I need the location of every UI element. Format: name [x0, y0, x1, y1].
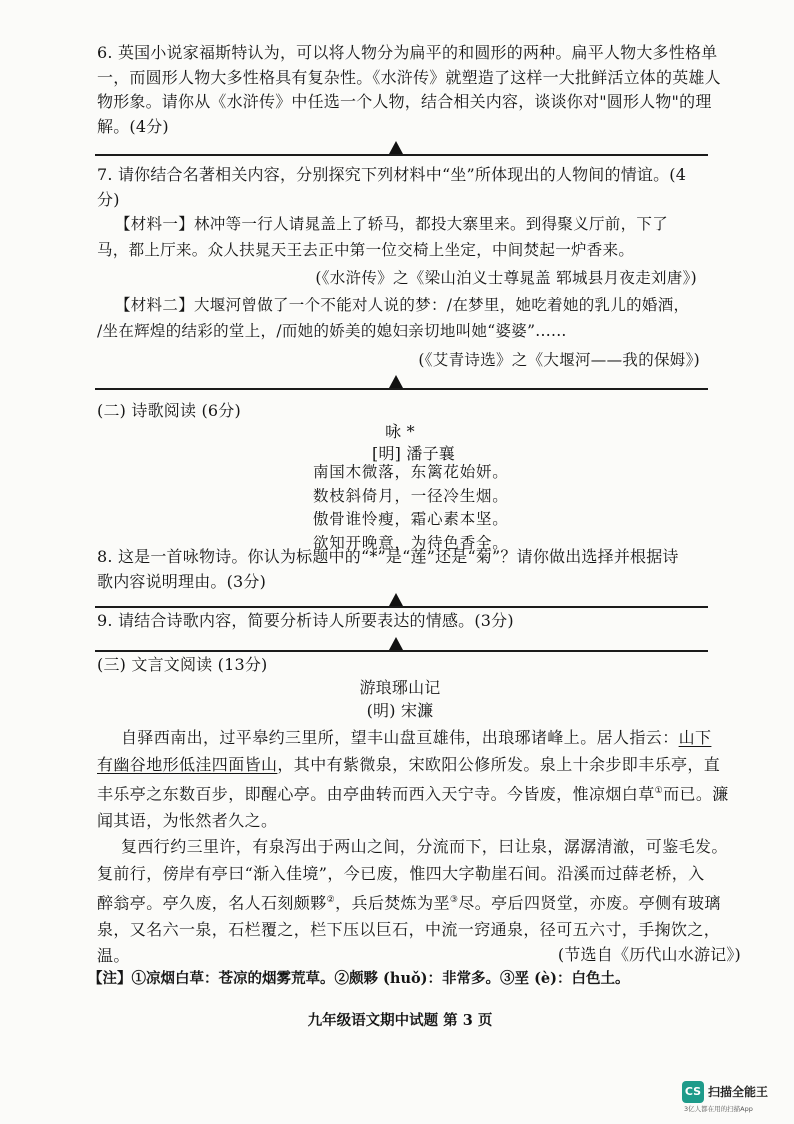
classical-author: (明) 宋濂: [366, 701, 434, 720]
poem-line: 傲骨谁怜瘦，霜心素本坚。: [313, 510, 509, 528]
material-1-line: 【材料一】林冲等一行人请晁盖上了轿马，都投大寨里来。到得聚义厅前，下了: [115, 215, 669, 233]
q7-line: 7. 请你结合名著相关内容，分别探究下列材料中“坐”所体现出的人物间的情谊。(4: [97, 165, 687, 184]
q8-line: 歌内容说明理由。(3分): [97, 571, 267, 591]
answer-line: [95, 154, 708, 156]
classical-title: 游琅琊山记: [359, 678, 441, 697]
page-footer: 九年级语文期中试题 第 3 页: [307, 1012, 493, 1029]
classical-text: 而已。濂: [663, 784, 729, 804]
classical-notes: 【注】①凉烟白草：苍凉的烟雾荒草。②颇夥 (huǒ)：非常多。③垩 (è)：白色土。: [88, 970, 630, 987]
watermark-brand: 扫描全能王: [708, 1085, 769, 1099]
underlined-text: 有幽谷地形低洼四面皆山: [97, 754, 278, 774]
classical-text: ，兵后焚炼为垩: [335, 893, 450, 913]
material-2-source: (《艾青诗选》之《大堰河——我的保姆》): [418, 351, 700, 369]
q6-line: 一，而圆形人物大多性格具有复杂性。《水浒传》就塑造了这样一大批鲜活立体的英雄人: [97, 67, 721, 87]
classical-text: ，其中有紫微泉，宋欧阳公修所发。泉上十余步即丰乐亭，直: [277, 754, 721, 774]
underlined-text: 山下: [678, 728, 712, 747]
classical-text: 醉翁亭。亭久废，名人石刻颇夥: [97, 893, 327, 913]
material-1: [97, 211, 767, 263]
classical-line: [97, 778, 757, 808]
answer-marker-icon: [389, 637, 403, 650]
question-7: [97, 163, 757, 212]
answer-line: [95, 606, 708, 608]
poem-line: 南国木微落，东篱花始妍。: [313, 463, 509, 481]
poem-title: 咏 *: [385, 422, 415, 441]
question-9: 9. 请结合诗歌内容，简要分析诗人所要表达的情感。(3分): [97, 611, 514, 630]
poem-line: 数枝斜倚月，一径冷生烟。: [313, 486, 509, 505]
q6-line: 物形象。请你从《水浒传》中任选一个人物，结合相关内容，谈谈你对"圆形人物"的理: [97, 92, 712, 111]
classical-section-title: (三) 文言文阅读 (13分): [97, 655, 268, 674]
material-2-line: 【材料二】大堰河曾做了一个不能对人说的梦：/在梦里，她吃着她的乳儿的婚酒，: [115, 296, 690, 314]
classical-line: [97, 887, 757, 917]
material-1-line: 马，都上厅来。众人扶晁天王去正中第一位交椅上坐定，中间焚起一炉香来。: [97, 241, 635, 259]
classical-text: 丰乐亭之东数百步，即醒心亭。由亭曲转而西入天宁寺。今皆废，惟凉烟白草: [97, 784, 655, 804]
question-6: [97, 41, 757, 139]
footnote-marker: ②: [326, 895, 336, 905]
answer-marker-icon: [389, 141, 403, 154]
q8-line: 8. 这是一首咏物诗。你认为标题中的“*”是“莲”还是“菊”？请你做出选择并根据诗: [97, 547, 679, 566]
camscanner-logo-icon: CS: [682, 1081, 704, 1103]
question-8: [97, 545, 757, 594]
q6-line: 6. 英国小说家福斯特认为，可以将人物分为扁平的和圆形的两种。扁平人物大多性格单: [97, 43, 718, 62]
footnote-marker: ①: [654, 786, 664, 796]
classical-line: 闻其语，为怅然者久之。: [97, 810, 278, 830]
classical-text: 尽。亭后四贤堂，亦废。亭侧有玻璃: [458, 893, 721, 913]
poetry-section-title: (二) 诗歌阅读 (6分): [97, 401, 241, 420]
classical-source: (节选自《历代山水游记》): [557, 945, 741, 964]
q7-line: 分): [97, 189, 120, 209]
answer-marker-icon: [389, 593, 403, 606]
q6-line: 解。(4分): [97, 116, 169, 136]
footnote-marker: ③: [449, 895, 459, 905]
material-2-line: /坐在辉煌的结彩的堂上，/而她的娇美的媳妇亲切地叫她“婆婆”......: [97, 322, 567, 340]
classical-line: 泉，又名六一泉，石栏覆之，栏下压以巨石，中流一窍通泉，径可五六寸，手掬饮之，: [97, 919, 721, 939]
classical-line: 复西行约三里许，有泉泻出于两山之间，分流而下，曰让泉，潺潺清澈，可鉴毛发。: [121, 837, 728, 856]
classical-paragraph-1: [97, 725, 757, 834]
classical-line: 复前行，傍岸有亭曰“渐入佳境”，今已废，惟四大字勒崖石间。沿溪而过薛老桥，入: [97, 863, 705, 883]
answer-marker-icon: [389, 375, 403, 388]
classical-text: 自驿西南出，过平皋约三里所，望丰山盘亘雄伟，出琅琊诸峰上。居人指云：: [121, 728, 679, 747]
classical-line: [97, 752, 757, 779]
classical-line: 温。: [97, 946, 130, 966]
poem-author: [明] 潘子襄: [372, 444, 455, 463]
answer-line: [95, 388, 708, 390]
answer-line: [95, 650, 708, 652]
poem-body: [313, 461, 509, 555]
poem-line: 欲知开晚意，为待色香全。: [313, 533, 509, 552]
classical-line: [97, 725, 757, 752]
material-1-source: (《水浒传》之《梁山泊义士尊晁盖 郓城县月夜走刘唐》): [315, 269, 697, 287]
watermark-tagline: 3亿人都在用的扫描App: [684, 1105, 753, 1113]
material-2: [97, 292, 767, 344]
